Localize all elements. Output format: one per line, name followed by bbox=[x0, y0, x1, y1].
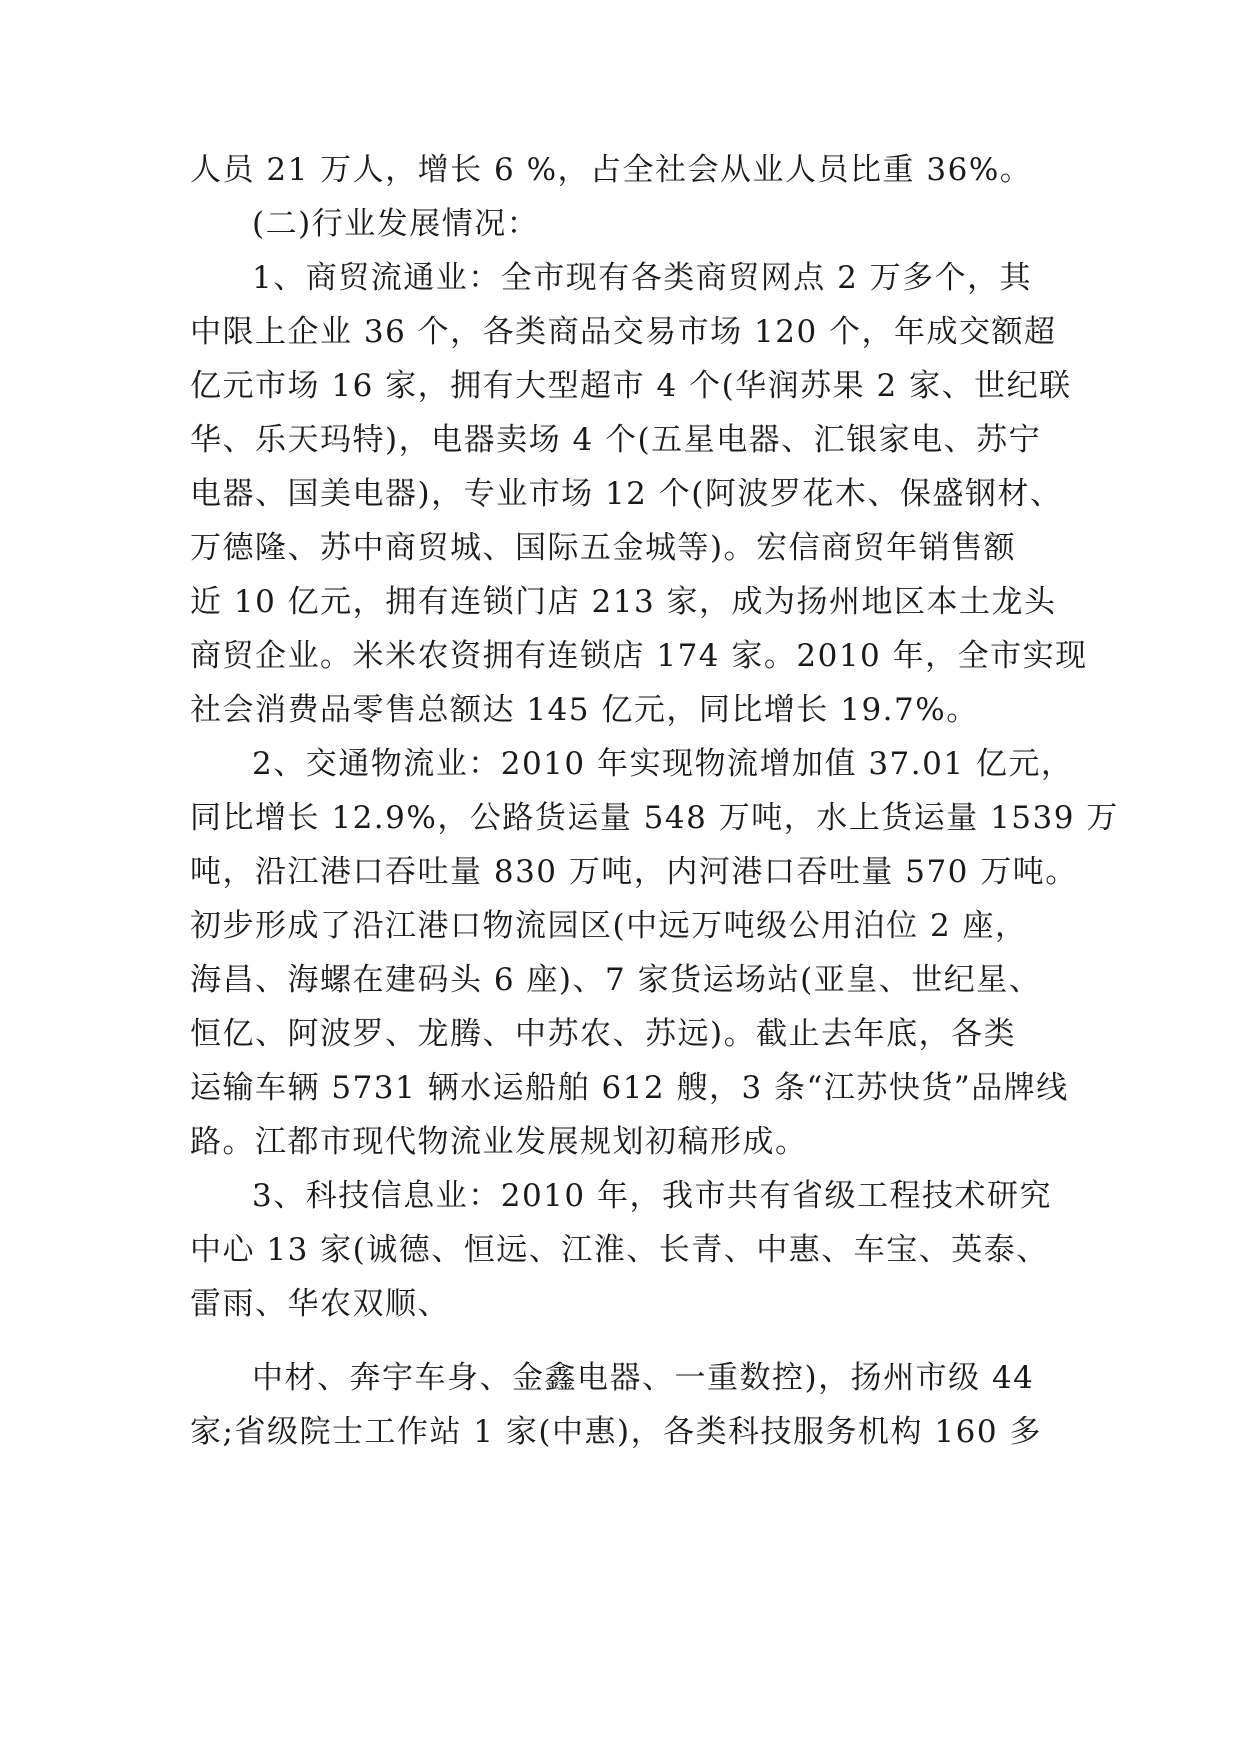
text-line: 吨，沿江港口吞吐量 830 万吨，内河港口吞吐量 570 万吨。 bbox=[190, 854, 1078, 890]
text-line: 路。江都市现代物流业发展规划初稿形成。 bbox=[190, 1124, 808, 1160]
text-line: 人员 21 万人，增长 6 %，占全社会从业人员比重 36%。 bbox=[190, 152, 1033, 188]
text-line: 商贸企业。米米农资拥有连锁店 174 家。2010 年，全市实现 bbox=[190, 638, 1088, 674]
text-line: 海昌、海螺在建码头 6 座)、7 家货运场站(亚皇、世纪星、 bbox=[190, 962, 1042, 998]
text-line: 家;省级院士工作站 1 家(中惠)，各类科技服务机构 160 多 bbox=[190, 1414, 1042, 1450]
text-line: 运输车辆 5731 辆水运船舶 612 艘，3 条“江苏快货”品牌线 bbox=[190, 1070, 1069, 1106]
text-line: 同比增长 12.9%，公路货运量 548 万吨，水上货运量 1539 万 bbox=[190, 800, 1119, 836]
paragraph-first-line: 2、交通物流业：2010 年实现物流增加值 37.01 亿元， bbox=[252, 746, 1074, 782]
text-line: 中限上企业 36 个，各类商品交易市场 120 个，年成交额超 bbox=[190, 314, 1057, 350]
text-line: 华、乐天玛特)，电器卖场 4 个(五星电器、汇银家电、苏宁 bbox=[190, 422, 1042, 458]
text-line: 亿元市场 16 家，拥有大型超市 4 个(华润苏果 2 家、世纪联 bbox=[190, 368, 1072, 404]
text-line: 中心 13 家(诚德、恒远、江淮、长青、中惠、车宝、英泰、 bbox=[190, 1232, 1049, 1268]
text-line: 社会消费品零售总额达 145 亿元，同比增长 19.7%。 bbox=[190, 692, 979, 728]
text-line: 恒亿、阿波罗、龙腾、中苏农、苏远)。截止去年底，各类 bbox=[190, 1016, 1017, 1052]
text-line: 初步形成了沿江港口物流园区(中远万吨级公用泊位 2 座， bbox=[190, 908, 1028, 944]
section-heading: (二)行业发展情况： bbox=[252, 206, 540, 242]
text-line: 近 10 亿元，拥有连锁门店 213 家，成为扬州地区本土龙头 bbox=[190, 584, 1057, 620]
text-line: 电器、国美电器)，专业市场 12 个(阿波罗花木、保盛钢材、 bbox=[190, 476, 1063, 512]
paragraph-first-line: 中材、奔宇车身、金鑫电器、一重数控)，扬州市级 44 bbox=[252, 1360, 1035, 1396]
paragraph-first-line: 1、商贸流通业：全市现有各类商贸网点 2 万多个，其 bbox=[252, 260, 1033, 296]
paragraph-first-line: 3、科技信息业：2010 年，我市共有省级工程技术研究 bbox=[252, 1178, 1052, 1214]
text-line: 雷雨、华农双顺、 bbox=[190, 1286, 450, 1322]
text-line: 万德隆、苏中商贸城、国际五金城等)。宏信商贸年销售额 bbox=[190, 530, 1017, 566]
